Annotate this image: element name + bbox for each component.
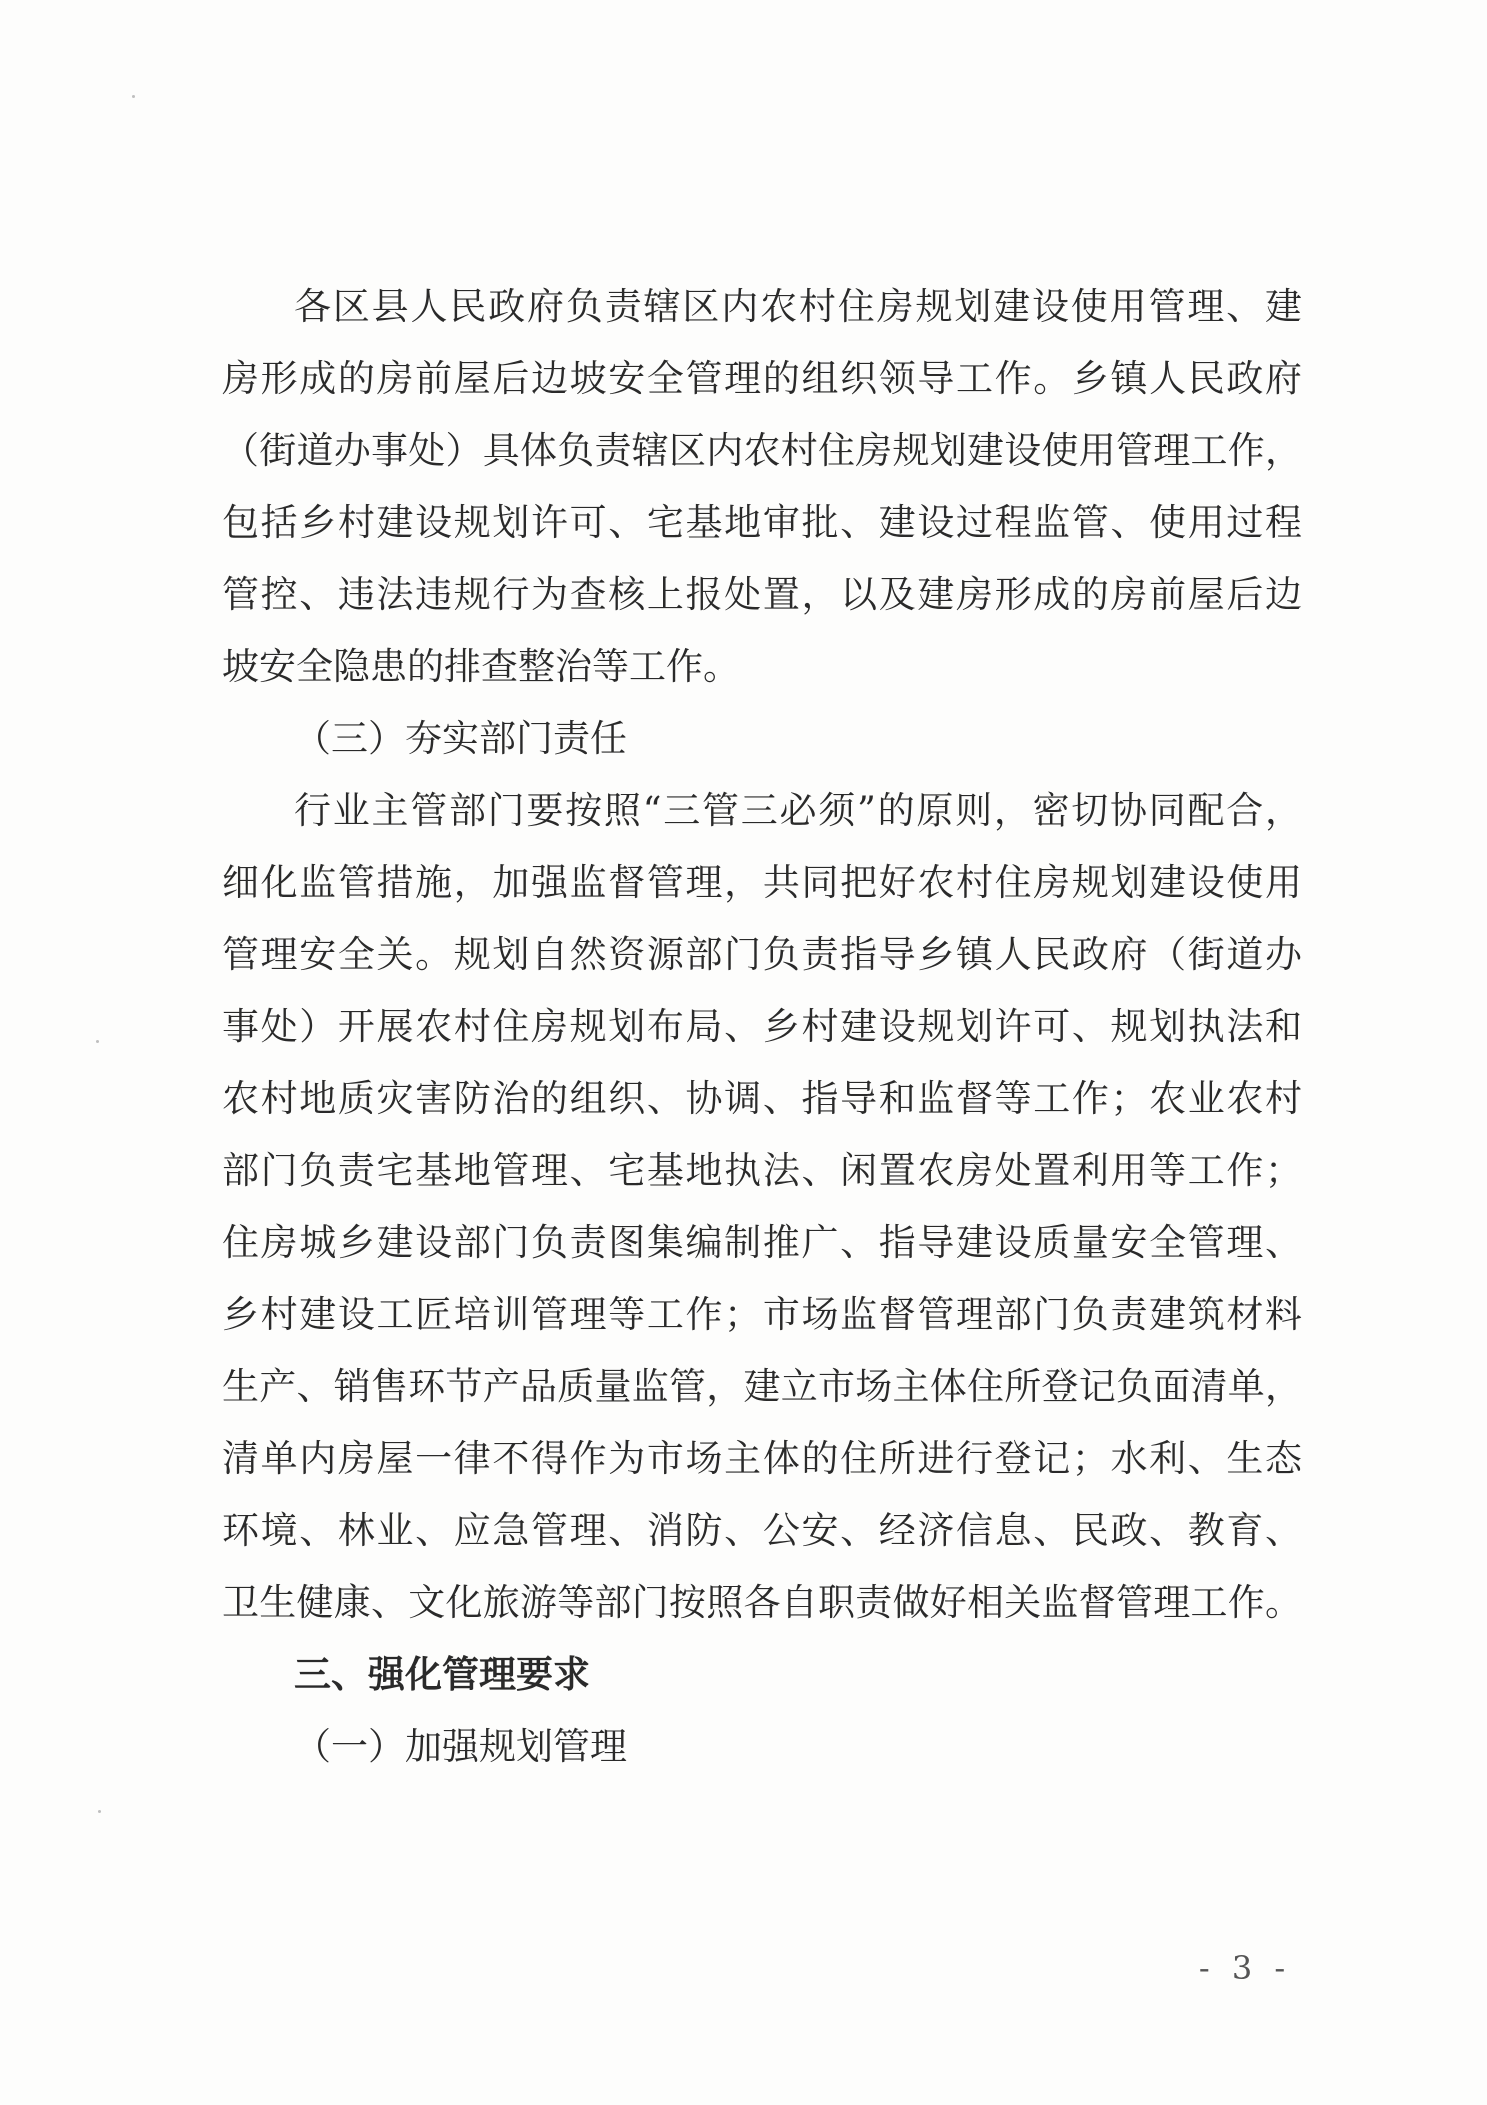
scan-speck [98,1810,101,1813]
paragraph-line: 生产、销售环节产品质量监管，建立市场主体住所登记负面清单， [222,1365,1302,1408]
paragraph-line: 部门负责宅基地管理、宅基地执法、闲置农房处置利用等工作； [222,1149,1302,1192]
paragraph-line: 行业主管部门要按照“三管三必须”的原则，密切协同配合， [294,789,1302,832]
paragraph-line: 环境、林业、应急管理、消防、公安、经济信息、民政、教育、 [222,1509,1302,1552]
paragraph-line: 房形成的房前屋后边坡安全管理的组织领导工作。乡镇人民政府 [222,357,1302,400]
paragraph-line: 清单内房屋一律不得作为市场主体的住所进行登记；水利、生态 [222,1437,1302,1480]
paragraph-line: 住房城乡建设部门负责图集编制推广、指导建设质量安全管理、 [222,1221,1302,1264]
paragraph-line: 管控、违法违规行为查核上报处置，以及建房形成的房前屋后边 [222,573,1302,616]
page-number: - 3 - [1198,1949,1292,1987]
paragraph-line: （街道办事处）具体负责辖区内农村住房规划建设使用管理工作， [222,429,1302,472]
paragraph-line: 包括乡村建设规划许可、宅基地审批、建设过程监管、使用过程 [222,501,1302,544]
scan-speck [96,1040,99,1043]
paragraph-line: 乡村建设工匠培训管理等工作；市场监督管理部门负责建筑材料 [222,1293,1302,1336]
paragraph-line: 各区县人民政府负责辖区内农村住房规划建设使用管理、建 [294,285,1302,328]
paragraph-line: 细化监管措施，加强监督管理，共同把好农村住房规划建设使用 [222,861,1302,904]
subsection-heading: （一）加强规划管理 [294,1725,627,1768]
paragraph-line: 坡安全隐患的排查整治等工作。 [222,645,740,688]
paragraph-line: 管理安全关。规划自然资源部门负责指导乡镇人民政府（街道办 [222,933,1302,976]
subsection-heading: （三）夯实部门责任 [294,717,627,760]
paragraph-line: 卫生健康、文化旅游等部门按照各自职责做好相关监督管理工作。 [222,1581,1302,1624]
paragraph-line: 事处）开展农村住房规划布局、乡村建设规划许可、规划执法和 [222,1005,1302,1048]
scan-speck [132,95,135,98]
paragraph-line: 农村地质灾害防治的组织、协调、指导和监督等工作；农业农村 [222,1077,1302,1120]
section-heading: 三、强化管理要求 [294,1653,590,1696]
